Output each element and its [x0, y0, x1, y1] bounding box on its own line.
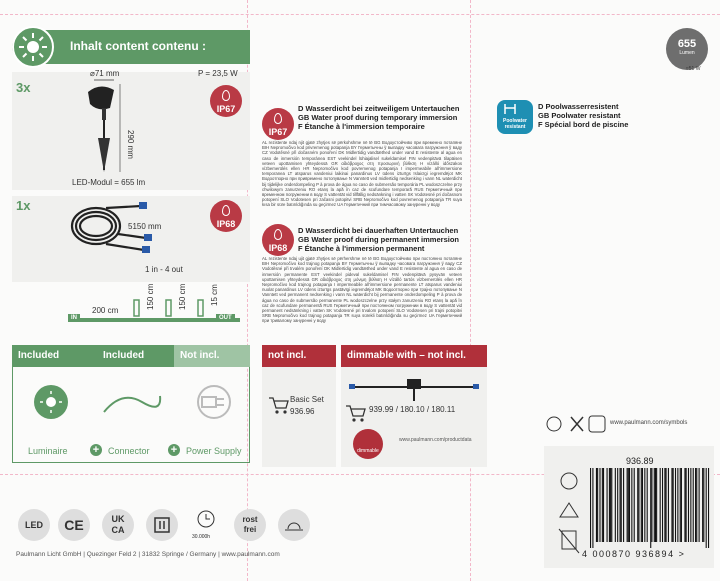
dimmer-items: 939.99 / 180.10 / 180.11: [369, 405, 456, 414]
rostfrei-icon: rost frei: [234, 509, 266, 541]
fold-line-top: [0, 14, 720, 15]
ip67-line-f: F Étanche à l'immersion temporaire: [298, 122, 425, 131]
barcode-bar: [660, 468, 661, 542]
luminaire-qty: 3x: [16, 80, 31, 95]
ip67-line-gb: GB Water proof during temporary immersion: [298, 113, 458, 122]
barcode-bar: [590, 468, 591, 548]
segment-3-length: 150 cm: [178, 283, 187, 310]
barcode-bar: [668, 468, 669, 542]
basic-set-label: Basic Set: [290, 395, 324, 404]
ip67-text-badge: IP67: [262, 108, 294, 140]
spotlight-drawing: [80, 78, 140, 178]
ip67-line-d: D Wasserdicht bei zeitweiligem Untertauchen: [298, 104, 460, 113]
pool-line-f: F Spécial bord de piscine: [538, 120, 629, 129]
barcode-bar: [629, 468, 630, 542]
lumen-badge: [666, 28, 708, 70]
dimmer-cable-icon: [347, 373, 481, 403]
recycling-icons: [556, 471, 582, 561]
dawn-sensor-icon: [278, 509, 310, 541]
connector-included-header: Included: [97, 345, 177, 367]
barcode-bar: [599, 468, 600, 542]
barcode-bars: [590, 468, 712, 548]
barcode-bar: [650, 468, 651, 548]
luminaire-label: Luminaire: [28, 446, 68, 456]
luminaire-included-header: Included: [12, 345, 100, 367]
ip68-headlines: [298, 226, 459, 253]
plus-icon-2: +: [168, 444, 180, 456]
not-incl-box: [262, 345, 336, 467]
barcode-bar: [680, 468, 681, 542]
ip68-line-gb: GB Water proof during permanent immersion: [298, 235, 459, 244]
sun-icon: [12, 26, 54, 68]
ce-mark-icon: CE: [58, 509, 90, 541]
cable-length-label: 5150 mm: [128, 222, 162, 231]
connector-cable-icon: [102, 388, 162, 418]
barcode-bar: [620, 468, 621, 542]
barcode-bar: [681, 468, 682, 542]
connector-qty: 1x: [16, 198, 31, 213]
barcode-bar: [703, 468, 704, 542]
connector-label: Connector: [108, 446, 150, 456]
luminaire-icon: [34, 385, 68, 419]
dimmable-header: dimmable with – not incl.: [341, 345, 487, 367]
lumen-equiv: ≈51 W: [686, 66, 701, 72]
basic-set-number: 936.96: [290, 407, 315, 416]
footer-address: Paulmann Licht GmbH | Quezinger Feld 2 | 31832 Springe / Germany | www.paulmann.com: [16, 551, 280, 558]
barcode-bar: [695, 468, 696, 542]
barcode-bar: [654, 468, 655, 542]
barcode-bar: [644, 468, 645, 542]
ip68-line-d: D Wasserdicht bei dauerhaften Untertauchen: [298, 226, 459, 235]
ukca-icon: UK CA: [102, 509, 134, 541]
barcode-bar: [671, 468, 672, 542]
barcode-bar: [642, 468, 643, 542]
ip67-translations: AL rezistente ndaj njit gjatë zhytjes së përkohshme në të BG Водоустойчиво при временно потапяне BIH Nepromočivo kod privremenog potapanja BY Герметычны ў выпадку часовага пагружэння ў ваду CZ Vodotěsné při dočasném ponoření DK Midlertidig vandtæthed under vand E resistente al agua en caso de inmersión temporánea EST veekindel lühiajalisel sukeldamisel FIN vedenpitävä tilapäisen veteen upottamisen yhteydessä GR αδιάβροχος στη προσωρινή βύθιση H vízálló időszakos vízbemerülés ellen HR Nepromočivo kod povremenog potapanja I impermeabile all'immersione temporanea LT atsparus vandeniui laikinai panardinus LV ūdens izturīgs īslaicīgi iegremdējot MK Водоотпорно при привремено потопување N Vanntett ved midlertidig nedsenking i vann NL waterdicht bij tijdelijke onderdompeling P à prova de água no caso de submersão temporária PL wodoszczelne przy chwilowym zanurzeniu RO etanș la apă în caz de scufundare temporară RUS Герметичный при временном погружении в воду S vattentät vid tillfällig nedsänkning i vatten SK Vodotesné pri dočasnom potopení SLO Vodotesen pri začasni potopitvi SRB Nepromočivo kod povremenog potapanja TR suya kısa bir süre batırıldığında su geçirmez UA Герметичний при тимчасовому зануренні у воду: [262, 140, 462, 208]
ip68-line-f: F Étanche à l'immersion permanent: [298, 244, 425, 253]
led-icon: LED: [18, 509, 50, 541]
barcode-bar: [592, 468, 593, 548]
out-label: OUT: [216, 314, 235, 322]
symbols-url[interactable]: www.paulmann.com/symbols: [610, 420, 688, 426]
not-incl-header: not incl.: [262, 345, 336, 367]
power-supply-icon: [190, 382, 238, 422]
barcode-bar: [627, 468, 628, 542]
article-number: 936.89: [626, 456, 654, 466]
connector-spec: 1 in - 4 out: [145, 265, 183, 274]
barcode-bar: [686, 468, 687, 542]
barcode-digits: 4 000870 936894 >: [582, 549, 686, 559]
barcode-bar: [641, 468, 642, 542]
dimmable-url[interactable]: www.paulmann.com/productdata: [399, 437, 472, 443]
barcode-bar: [656, 468, 657, 542]
barcode-bar: [708, 468, 709, 548]
cart-icon-2: [345, 403, 367, 423]
barcode-bar: [664, 468, 665, 542]
barcode-bar: [602, 468, 603, 542]
barcode-bar: [610, 468, 611, 542]
lumen-value: 655: [677, 38, 697, 50]
barcode-bar: [623, 468, 624, 542]
segment-4-length: 15 cm: [210, 284, 219, 306]
barcode-bar: [615, 468, 616, 542]
power-supply-label: Power Supply: [186, 446, 242, 456]
height-label: 290 mm: [126, 130, 135, 159]
barcode-bar: [655, 468, 656, 542]
dimmable-box: [341, 345, 487, 467]
barcode-bar: [688, 468, 689, 542]
barcode-bar: [706, 468, 707, 548]
ip68-badge: [210, 200, 242, 232]
ip68-text: IP68: [216, 219, 236, 229]
content-title: Inhalt content contenu :: [70, 39, 206, 53]
barcode-bar: [693, 468, 694, 542]
barcode-bar: [603, 468, 604, 542]
barcode-bar: [662, 468, 663, 542]
cable-run-line: [68, 318, 240, 322]
pool-line-d: D Poolwasserresistent: [538, 102, 619, 111]
fold-line-right: [470, 0, 471, 581]
barcode-bar: [651, 468, 652, 542]
lifetime-hours: 30.000h: [192, 534, 211, 540]
barcode-bar: [684, 468, 685, 542]
barcode-bar: [634, 468, 635, 542]
barcode-bar: [617, 468, 618, 542]
cart-icon: [268, 395, 290, 415]
segment-2-length: 150 cm: [146, 283, 155, 310]
barcode-bar: [647, 468, 648, 542]
barcode-bar: [607, 468, 608, 542]
protection-class-icon: [146, 509, 178, 541]
barcode-bar: [597, 468, 598, 542]
dimmable-badge: [353, 429, 383, 459]
ip67-text: IP67: [216, 104, 236, 114]
barcode-bar: [638, 468, 639, 542]
barcode-bar: [666, 468, 667, 542]
ip68-translations: AL rezistente ndaj ujit gjatë zhytjes së përhershme në të BG Водоустойчиво при постоянно потапяне BIH Nepromočivo kod trajnog potapanja BY Герметычны ў выпадку часовага пагружэння ў ваду CZ Vodotěsné při trvalém ponoření DK Midlertidig vandtæthed under vand E resistente al agua en caso de inmersión permanente EST veekindel pideval sukeldamisel FIN vedenpitävä pysyvän veteen upottamisen yhteydessä GR αδιάβροχος στη μόνιμη βύθιση H vízálló tartós vízbemerülés ellen HR Nepromočivo kod trajnog potapanja I impermeabile all'immersione permanente LT atsparus vandeniui nuolat panardinus LV ūdens izturīgs pastāvīgi iegremdējot MK Водоотпорно при трајно потопување N Vanntett ved permanent nedsenking i vann NL waterdicht bij permanente onderdompeling P à prova de água no caso de submersão permanente PL wodoszczelne przy stałym zanurzeniu RO etanș la apă în caz de scufundare permanentă RUS Герметичный при постоянном погружении в воду S vattentät vid permanent nedsänkning i vatten SK Vodotesné pri trvalom potopení SLO Vodotesen pri trajni potopitvi SRB Nepromočivo kod trajnog potapanja TR suya sürekli batırıldığında su geçirmez UA Герметичний при тривалому зануренні у воду: [262, 256, 462, 324]
symbol-icons: [545, 413, 607, 435]
barcode-bar: [621, 468, 622, 542]
barcode-bar: [702, 468, 703, 542]
barcode-bar: [675, 468, 676, 542]
barcode-bar: [628, 468, 629, 542]
barcode-bar: [637, 468, 638, 542]
power-label: P = 23,5 W: [198, 69, 238, 78]
lumen-unit: Lumen: [679, 50, 695, 56]
ip67-badge: [210, 85, 242, 117]
dimmable-badge-text: dimmable: [357, 448, 379, 454]
barcode-bar: [631, 468, 632, 542]
in-label: IN: [68, 314, 80, 322]
barcode-bar: [611, 468, 612, 542]
barcode-bar: [699, 468, 700, 542]
segment-1-length: 200 cm: [92, 306, 119, 315]
spot-markers: [130, 296, 230, 318]
ip67-headlines: [298, 104, 459, 131]
barcode-bar: [609, 468, 610, 542]
pool-icon: [497, 100, 533, 134]
power-not-included-header: Not incl.: [174, 345, 250, 367]
barcode-bar: [596, 468, 597, 542]
barcode-bar: [696, 468, 697, 542]
diameter-label: ⌀71 mm: [90, 69, 120, 78]
pool-line-gb: GB Poolwater resistant: [538, 111, 621, 120]
content-header: [12, 30, 250, 64]
barcode-bar: [690, 468, 691, 542]
ip68-text-badge: IP68: [262, 224, 294, 256]
led-module-label: LED-Modul = 655 lm: [72, 178, 146, 187]
barcode-bar: [673, 468, 674, 542]
plus-icon: +: [90, 444, 102, 456]
barcode-bar: [677, 468, 678, 542]
pool-text: [538, 102, 628, 129]
pool-icon-label: Poolwater resistant: [503, 118, 527, 130]
